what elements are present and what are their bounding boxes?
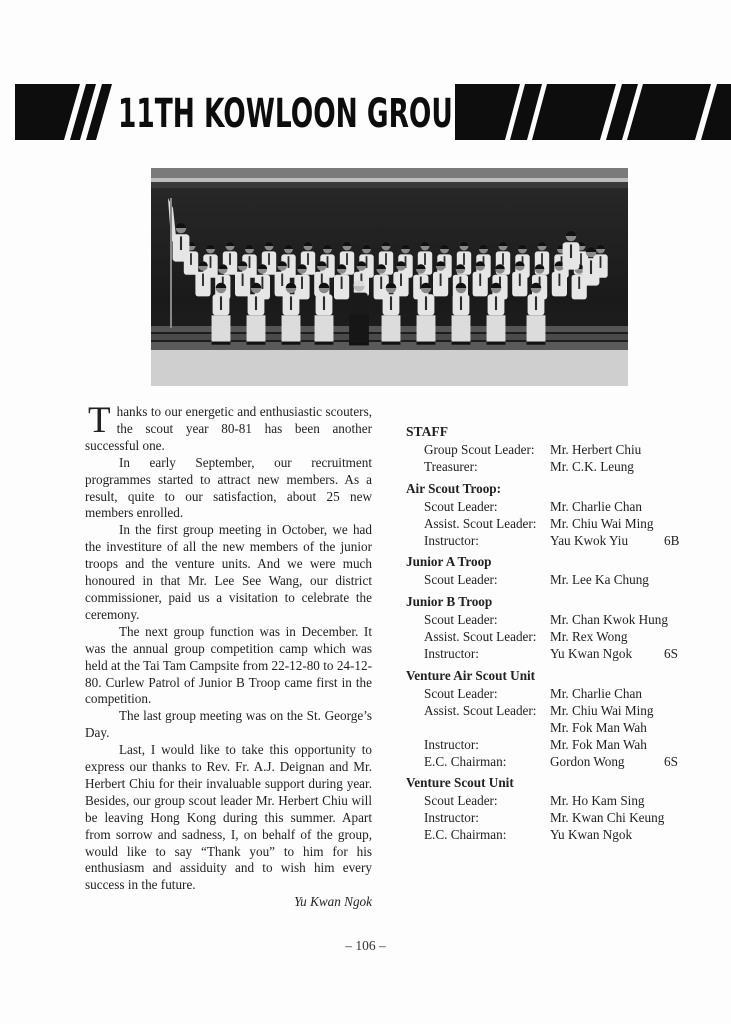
roof-edge (151, 168, 628, 178)
roster (406, 422, 706, 847)
role: Scout Leader: (424, 498, 498, 514)
article-paragraph-6: Last, I would like to take this opportunity to express our thanks to Rev. Fr. A.J. Deignan and Mr. Herbert Chiu for their invaluable support during year. Besides, our group scout leader Mr. Herbert Chiu will be leaving Hong Kong during this summer. Apart from sorrow and sadness, I, on behalf of the group, would like to say “Thank you” to him for his enthusiasm and assiduity and to wish him every success in the future. (85, 742, 372, 893)
roster-row (406, 629, 706, 646)
form-class: 6B (664, 532, 680, 548)
roster-row (406, 442, 706, 459)
roster-row (406, 572, 706, 589)
roof-trim (151, 178, 628, 182)
roster-section-venture-air-scout-unit (406, 666, 706, 770)
section-heading: Venture Scout Unit (406, 775, 514, 791)
role: Assist. Scout Leader: (424, 702, 537, 718)
roster-section-air-scout-troop (406, 479, 706, 550)
role: Group Scout Leader: (424, 442, 535, 457)
roster-section-junior-a-troop (406, 552, 706, 589)
role: Assist. Scout Leader: (424, 515, 537, 531)
roster-row (406, 720, 706, 737)
role (424, 720, 550, 737)
roster-section-junior-b-troop (406, 592, 706, 663)
person-name: Mr. C.K. Leung (550, 458, 634, 474)
role: Instructor: (424, 736, 479, 752)
ground (151, 350, 628, 386)
person-name: Mr. Lee Ka Chung (550, 572, 649, 588)
roster-row (406, 533, 706, 550)
flag-pole (170, 198, 172, 328)
section-heading: STAFF (406, 424, 449, 439)
person-name: Mr. Charlie Chan (550, 498, 642, 514)
roster-row (406, 793, 706, 810)
role: E.C. Chairman: (424, 753, 507, 769)
person-name: Mr. Charlie Chan (550, 686, 642, 702)
article-body (85, 400, 372, 911)
roster-row (406, 612, 706, 629)
article-paragraph-3: In the first group meeting in October, we had the investiture of all the new members of the junior troops and the venture units. And we were much honoured in that Mr. Lee See Wang, our district commissioner, paid us a visitation to celebrate the ceremony. (85, 522, 372, 622)
person-name: Yau Kwok Yiu (550, 532, 629, 548)
roster-row (406, 827, 706, 844)
person-name: Mr. Fok Man Wah (550, 736, 647, 752)
section-heading: Junior B Troop (406, 594, 493, 610)
roster-row (406, 646, 706, 663)
article-paragraph-2: In early September, our recruitment programmes started to attract new members. As a result, quite to our satisfaction, about 25 new members enrolled. (85, 454, 372, 521)
section-heading: Venture Air Scout Unit (406, 668, 536, 684)
section-heading: Air Scout Troop: (406, 480, 502, 496)
form-class: 6S (664, 646, 678, 662)
section-heading: Junior A Troop (406, 554, 492, 570)
article-paragraph-5: The last group meeting was on the St. George’s Day. (85, 708, 372, 741)
roster-row (406, 459, 706, 476)
role: Scout Leader: (424, 572, 498, 588)
person-name: Mr. Chiu Wai Ming (550, 702, 654, 718)
page-number: – 106 – (345, 938, 386, 953)
form-class: 6S (664, 753, 678, 769)
role: Scout Leader: (424, 612, 498, 628)
role: E.C. Chairman: (424, 827, 507, 843)
group-photo (151, 168, 628, 386)
roster-row (406, 686, 706, 703)
person-name: Mr. Kwan Chi Keung (550, 810, 665, 826)
person-name: Mr. Herbert Chiu (550, 442, 642, 457)
roster-row (406, 754, 706, 771)
article-paragraph-1: Thanks to our energetic and enthusiastic scouters, the scout year 80-81 has been another successful one. (85, 400, 372, 453)
person-name: Gordon Wong (550, 753, 625, 769)
roster-row (406, 703, 706, 720)
person-name: Yu Kwan Ngok (550, 827, 633, 843)
person-name: Mr. Ho Kam Sing (550, 793, 645, 809)
person-name: Mr. Fok Man Wah (550, 719, 647, 735)
role: Instructor: (424, 646, 479, 662)
role: Scout Leader: (424, 686, 498, 702)
role: Instructor: (424, 810, 479, 826)
role: Treasurer: (424, 458, 478, 474)
author-signature: Yu Kwan Ngok (294, 894, 372, 910)
header-banner (0, 84, 731, 140)
role: Assist. Scout Leader: (424, 629, 537, 645)
roster-row (406, 737, 706, 754)
article-paragraph-4: The next group function was in December. It was the annual group competition camp which was held at the Tai Tam Campsite from 22-12-80 to 24-12-80. Curlew Patrol of Junior B Troop came first in the competition. (85, 623, 372, 707)
person-name: Mr. Rex Wong (550, 629, 628, 645)
person-name: Yu Kwan Ngok (550, 646, 633, 662)
roster-row (406, 810, 706, 827)
roster-row (406, 516, 706, 533)
group-photo-illustration (151, 168, 628, 386)
roster-row (406, 499, 706, 516)
role: Instructor: (424, 532, 479, 548)
role: Scout Leader: (424, 793, 498, 809)
roster-section-venture-scout-unit (406, 773, 706, 844)
page-title: 11TH KOWLOON GROUP (118, 91, 473, 137)
person-name: Mr. Chiu Wai Ming (550, 515, 654, 531)
person-name: Mr. Chan Kwok Hung (550, 612, 668, 628)
roster-section-staff (406, 422, 706, 476)
drop-cap: T (88, 400, 111, 441)
